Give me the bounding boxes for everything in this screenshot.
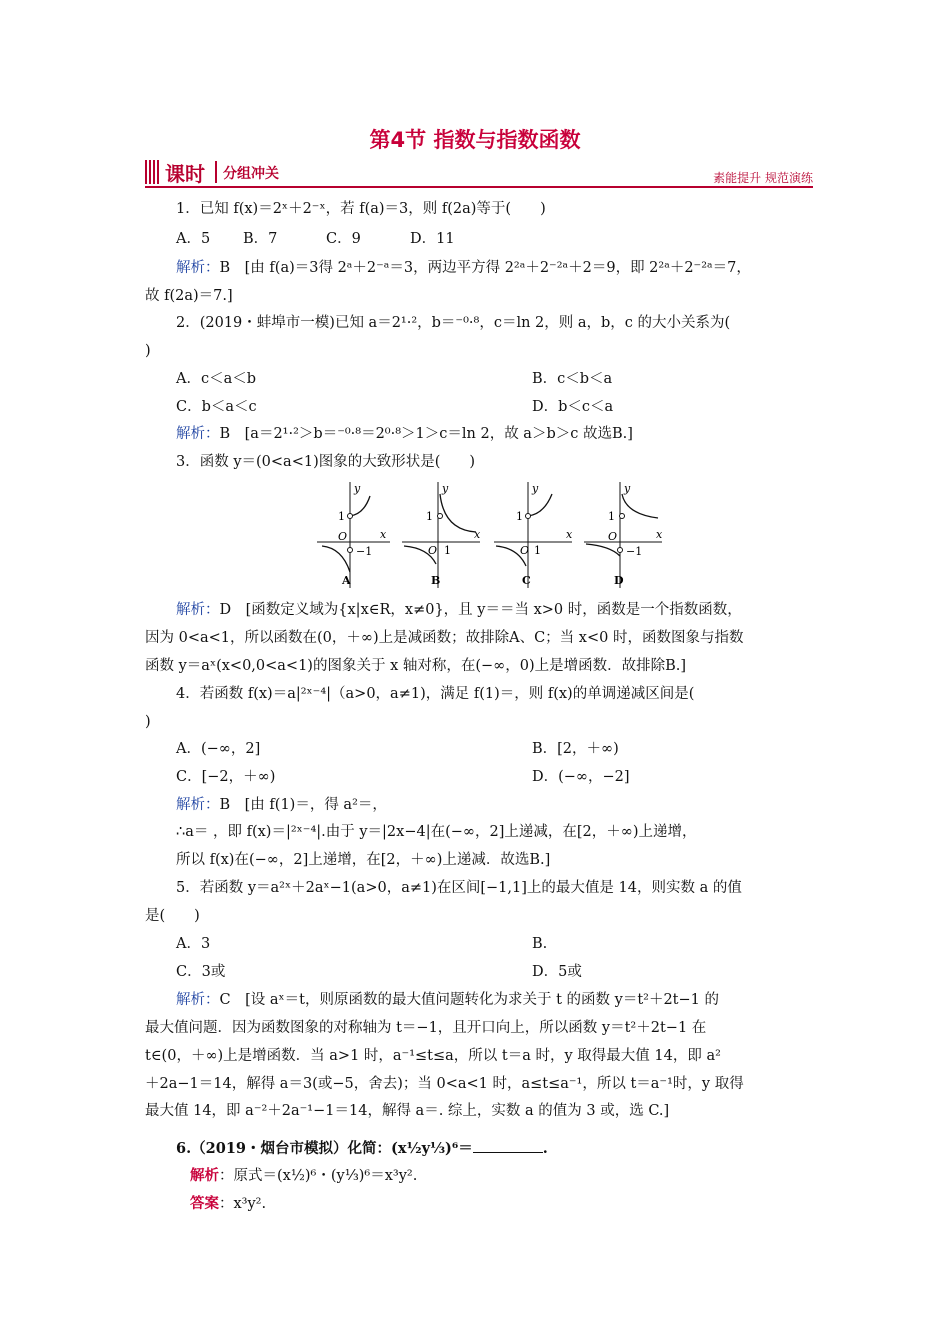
page-title: 第4节 指数与指数函数 [369,128,581,152]
q6-answer-text: ：x³y². [219,1196,267,1212]
tick-one-label: 1 [426,510,433,523]
figure-letter-d: D [614,574,624,587]
origin-label: O [520,544,530,557]
q5-option-b: B. [532,936,548,952]
q3-stem: 3．函数 y＝(0<a<1)图象的大致形状是( ) [176,454,476,470]
q5-solution-line-5: 最大值 14，即 a⁻²＋2a⁻¹−1＝14，解得 a＝. 综上，实数 a 的值为 3 或，选 C.] [145,1103,670,1119]
q6-answer-blank [473,1138,543,1153]
origin-label: O [338,530,348,543]
q6-solution [190,1166,417,1186]
q1-option-b: B．7 [243,231,278,247]
q5-solution-line-2: 最大值问题．因为函数图象的对称轴为 t＝−1，且开口向上，所以函数 y＝t²＋2t−1 在 [145,1020,707,1036]
q1-solution-label: 解析： [176,260,220,276]
tick-one-label: 1 [608,510,615,523]
q1-solution-text: B [由 f(a)＝3得 2ᵃ＋2⁻ᵃ＝3，两边平方得 2²ᵃ＋2⁻²ᵃ＋2＝9，即 2²ᵃ＋2⁻²ᵃ＝7， [219,260,751,276]
tick-one-label: 1 [338,510,345,523]
q3-figure-c [492,480,577,590]
figure-letter-b: B [431,574,441,587]
q2-option-b: B．c＜b＜a [532,371,613,387]
axis-x-label: x [566,528,573,541]
q5-solution-label: 解析： [176,992,220,1008]
q6-answer [190,1194,266,1214]
tick-neg-one-label: −1 [626,545,643,558]
q4-solution-label: 解析： [176,797,220,813]
tick-neg-one-label: −1 [356,545,373,558]
q2-option-d: D．b＜c＜a [532,399,614,415]
q4-solution-line-1 [176,795,387,815]
q6-stem [176,1138,548,1159]
q3-solution-line-1 [176,600,742,620]
tick-one-x-label: 1 [534,544,541,557]
q4-option-d: D．(−∞，−2] [532,769,630,785]
origin-label: O [428,544,438,557]
axis-y-label: y [442,482,449,495]
q5-option-a: A．3 [176,936,211,952]
q2-option-c: C．b＜a＜c [176,399,257,415]
q1-option-d: D．11 [410,231,455,247]
q1-option-a: A．5 [176,231,211,247]
q4-option-b: B．[2，＋∞) [532,741,619,757]
q1-stem: 1．已知 f(x)＝2ˣ＋2⁻ˣ，若 f(a)＝3，则 f(2a)等于( ) [176,201,546,217]
figure-letter-a: A [342,574,351,587]
q6-answer-label: 答案 [190,1195,219,1212]
axis-x-label: x [380,528,387,541]
q4-stem-end: ) [145,714,151,730]
q2-stem: 2．(2019・蚌埠市一模)已知 a＝2¹·²，b＝⁻⁰·⁸，c＝ln 2，则 a，b，c 的大小关系为( [176,315,731,331]
q5-option-d: D．5或 [532,964,582,980]
q5-stem-end: 是( ) [145,908,200,924]
q1-solution-line-1 [176,258,751,278]
q6-solution-text: ：原式＝(x½)⁶・(y⅓)⁶＝x³y². [219,1168,418,1184]
q2-option-a: A．c＜a＜b [176,371,257,387]
q4-option-a: A．(−∞，2] [176,741,261,757]
tick-one-x-label: 1 [444,544,451,557]
origin-label: O [608,530,618,543]
q5-solution-line-4: ＋2a−1＝14，解得 a＝3(或−5，舍去)；当 0<a<1 时，a≤t≤a⁻¹，所以 t＝a⁻¹时，y 取得 [145,1076,744,1092]
axis-x-label: x [474,528,481,541]
q6-stem-text: 6.（2019・烟台市模拟）化简：(x½y⅓)⁶＝ [176,1140,473,1157]
banner-right: 素能提升 规范演练 [713,171,813,185]
figure-letter-c: C [522,574,531,587]
axis-y-label: y [532,482,539,495]
q2-solution [176,424,633,444]
q3-solution-line-3: 函数 y＝aˣ(x<0,0<a<1)的图象关于 x 轴对称，在(−∞，0)上是增函数．故排除B.] [145,658,687,674]
axis-x-label: x [656,528,663,541]
q4-solution-text: B [由 f(1)＝，得 a²＝， [219,797,387,813]
q3-solution-label: 解析： [176,602,220,618]
q5-solution-line-3: t∈(0，＋∞)上是增函数．当 a>1 时，a⁻¹≤t≤a，所以 t＝a 时，y 取得最大值 14，即 a² [145,1048,721,1064]
q3-figure-b [400,480,485,590]
q4-option-c: C．[−2，＋∞) [176,769,276,785]
banner-separator [215,161,217,183]
q2-stem-end: ) [145,343,151,359]
section-banner [145,158,813,188]
q4-solution-line-2: ∴a＝ ，即 f(x)＝|²ˣ⁻⁴|.由于 y＝|2x−4|在(−∞，2]上递减，在[2，＋∞)上递增， [176,824,697,840]
q2-solution-text: B [a＝2¹·²＞b＝⁻⁰·⁸＝2⁰·⁸＞1＞c＝ln 2，故 a＞b＞c 故选B.] [219,426,633,442]
tick-one-label: 1 [516,510,523,523]
q5-solution-line-1 [176,990,719,1010]
q5-stem: 5．若函数 y＝a²ˣ＋2aˣ−1(a>0，a≠1)在区间[−1,1]上的最大值是 14，则实数 a 的值 [176,880,742,896]
q3-figure-d [582,480,667,590]
q2-solution-label: 解析： [176,426,220,442]
banner-stripes [145,160,159,184]
q5-option-c: C．3或 [176,964,226,980]
q3-solution-text: D [函数定义域为{x|x∈R，x≠0}，且 y＝＝当 x>0 时，函数是一个指数函数， [219,602,742,618]
q1-solution-line-2: 故 f(2a)＝7.] [145,288,233,304]
q6-stem-end: . [542,1140,548,1157]
q4-stem: 4．若函数 f(x)＝a|²ˣ⁻⁴|（a>0，a≠1)，满足 f(1)＝，则 f(x)的单调递减区间是( [176,686,695,702]
q3-figure-a [312,480,392,590]
q6-solution-label: 解析 [190,1167,219,1184]
axis-y-label: y [354,482,361,495]
banner-sub: 分组冲关 [223,166,279,182]
q1-option-c: C．9 [326,231,361,247]
banner-main: 课时 [165,162,205,186]
banner-underline [145,186,813,188]
q4-solution-line-3: 所以 f(x)在(−∞，2]上递增，在[2，＋∞)上递减．故选B.] [176,852,551,868]
q3-solution-line-2: 因为 0<a<1，所以函数在(0，＋∞)上是减函数；故排除A、C；当 x<0 时，函数图象与指数 [145,630,744,646]
q5-solution-text: C [设 aˣ＝t，则原函数的最大值问题转化为求关于 t 的函数 y＝t²＋2t−1 的 [219,992,719,1008]
axis-y-label: y [624,482,631,495]
